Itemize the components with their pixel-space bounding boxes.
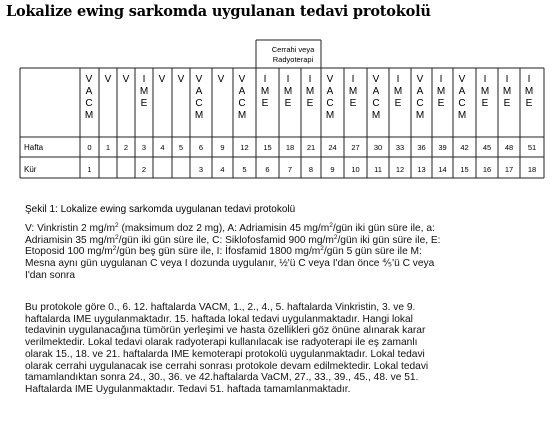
course-cell: 12	[395, 165, 405, 174]
drug-code-letter: E	[140, 98, 148, 109]
drug-code-letter: V	[217, 74, 225, 85]
drug-code-letter: V	[85, 74, 93, 85]
drug-code-letter: E	[284, 98, 292, 109]
drug-code-letter: E	[525, 98, 533, 109]
drug-code-letter: M	[457, 110, 467, 121]
drug-code-letter: A	[372, 86, 380, 97]
drug-code-letter: E	[503, 98, 511, 109]
body-line: Bu protokole göre 0., 6. 12. haftalarda VACM, 1., 2., 4., 5. haftalarda Vinkristin, 3. ve 9.	[25, 302, 416, 313]
page-title: Lokalize ewing sarkomda uygulanan tedavi protokolü	[6, 3, 431, 20]
course-cell: 10	[351, 165, 360, 174]
drug-code-letter: E	[261, 98, 269, 109]
drug-code-letter: C	[372, 98, 380, 109]
legend-line	[25, 223, 530, 235]
drug-code-letter: C	[326, 98, 334, 109]
drug-code-letter: A	[195, 86, 203, 97]
drug-code-letter: C	[238, 98, 246, 109]
drug-code-letter: I	[308, 74, 312, 85]
week-cell: 24	[328, 143, 337, 152]
course-cell: 4	[220, 165, 225, 174]
superscript: 2	[329, 222, 333, 229]
superscript: 2	[115, 233, 119, 241]
drug-code-letter: I	[396, 74, 400, 85]
drug-code-letter: M	[436, 86, 446, 97]
superscript: 2	[320, 245, 324, 253]
drug-code-letter: C	[458, 98, 466, 109]
body-line: olarak cerrahi uygulanacak ise cerrahi sonrası protokole devam edilmektedir. Lokal tedavi	[25, 360, 429, 372]
drug-code-letter: V	[372, 74, 380, 85]
course-cell: 7	[287, 165, 293, 174]
drug-code-letter: M	[260, 86, 270, 97]
radiotherapy-header-line: Radyoterapi	[272, 55, 314, 64]
body-text	[25, 302, 530, 396]
week-cell: 2	[123, 143, 129, 152]
week-cell: 1	[105, 143, 111, 152]
body-line: olarak 15., 18. ve 21. haftalarda IME kemoterapi protokolü uygulanmaktadır. Lokal tedavi	[25, 348, 425, 360]
drug-code-letter: M	[305, 86, 315, 97]
drug-code-letter: I	[263, 74, 267, 85]
drug-code-letter: I	[483, 74, 487, 85]
week-cell: 21	[306, 143, 316, 152]
legend-text-run: /gün beş gün süre ile, I: İfosfamid 1800 mg/m	[116, 246, 321, 258]
legend-line	[25, 258, 530, 270]
course-cell: 18	[527, 165, 537, 174]
week-cell: 9	[220, 143, 225, 152]
drug-code-letter: M	[283, 86, 293, 97]
drug-code-letter: E	[306, 98, 314, 109]
legend-text-run: /gün iki gün süre ile, E:	[337, 234, 441, 246]
legend-text-run: /gün 5 gün süre ile M:	[323, 246, 422, 258]
week-cell: 12	[240, 143, 249, 152]
drug-code-letter: I	[142, 74, 146, 85]
week-cell: 45	[482, 143, 492, 152]
drug-code-letter: E	[437, 98, 445, 109]
drug-code-letter: M	[502, 86, 512, 97]
superscript: 2	[115, 222, 119, 229]
course-cell: 11	[374, 165, 382, 174]
drug-code-letter: I	[286, 74, 290, 85]
course-cell: 5	[242, 165, 247, 174]
week-cell: 15	[263, 143, 272, 152]
legend-text-run: Mesna aynı gün uygulanan C veya I dozunda uygulanır, ½'ü C veya I'dan önce ⅘'ü C veya	[25, 258, 435, 270]
legend-line	[25, 246, 530, 258]
legend-text-run: (maksimum doz 2 mg), A: Adriamisin 45 mg/m	[118, 223, 330, 234]
drug-code-letter: A	[85, 86, 93, 97]
drug-code-letter: I	[505, 74, 509, 85]
drug-code-letter: V	[195, 74, 203, 85]
week-cell: 3	[141, 143, 147, 152]
course-cell: 8	[308, 165, 314, 174]
body-line: haftalarda IME uygulanmaktadır. 15. haftada lokal tedavi uygulanmaktadır. Hangi lokal	[25, 313, 413, 325]
drug-code-letter: V	[177, 74, 185, 85]
week-cell: 5	[178, 143, 184, 152]
drug-code-letter: I	[439, 74, 443, 85]
row-label-course: Kür	[24, 165, 37, 174]
body-line: Haftalarda IME Uygulanmaktadır. Tedavi 51. haftada tamamlanmaktadır.	[25, 383, 351, 395]
drug-code-letter: M	[237, 110, 247, 121]
legend-text-run: /gün iki gün süre ile, C: Siklofosfamid 900 mg/m	[118, 234, 334, 246]
figure-caption: Şekil 1: Lokalize ewing sarkomda uygulanan tedavi protokolü	[25, 204, 296, 215]
row-label-week: Hafta	[24, 143, 44, 152]
legend-text-run: I'dan sonra	[25, 269, 76, 281]
course-cell: 1	[87, 165, 92, 174]
drug-code-letter: M	[139, 86, 149, 97]
drug-code-letter: E	[481, 98, 489, 109]
week-cell: 33	[395, 143, 405, 152]
week-cell: 0	[87, 143, 92, 152]
course-cell: 6	[265, 165, 270, 174]
body-line: tamamlandıktan sonra 24., 30., 36. ve 42.haftalarda VaCM, 27., 33., 39., 45., 48. ve 51.	[25, 372, 419, 384]
drug-code-letter: V	[122, 74, 130, 85]
drug-code-letter: E	[349, 98, 357, 109]
drug-code-letter: V	[458, 74, 466, 85]
body-line: tedavinin uygulanacağına tümörün yerleşimi ve hasta özellikleri göz önüne alınarak karar	[25, 325, 426, 337]
drug-code-letter: M	[371, 110, 381, 121]
drug-code-letter: M	[524, 86, 534, 97]
drug-code-letter: M	[348, 86, 358, 97]
week-cell: 42	[460, 143, 469, 152]
drug-code-letter: A	[416, 86, 424, 97]
drug-code-letter: I	[527, 74, 531, 85]
week-cell: 48	[504, 143, 514, 152]
week-cell: 6	[198, 143, 204, 152]
drug-code-letter: I	[351, 74, 355, 85]
drug-code-letter: V	[416, 74, 424, 85]
drug-code-letter: V	[238, 74, 246, 85]
drug-code-letter: C	[85, 98, 93, 109]
week-cell: 30	[373, 143, 383, 152]
superscript: 2	[112, 245, 117, 253]
legend-text-run: Adriamisin 35 mg/m	[25, 234, 116, 246]
course-cell: 14	[438, 165, 447, 174]
week-cell: 39	[438, 143, 447, 152]
week-cell: 51	[527, 143, 537, 152]
course-cell: 13	[417, 165, 426, 174]
legend-text	[25, 223, 530, 282]
legend-line	[25, 235, 530, 247]
body-line: verilmektedir. Lokal tedavi olarak radyoterapi kullanılacak ise radyoterapi ile eş zamanlı	[25, 337, 418, 349]
radiotherapy-header	[260, 45, 326, 65]
radiotherapy-header-line: Cerrahi veya	[271, 45, 315, 54]
legend-text-run: Etoposid 100 mg/m	[25, 246, 113, 258]
course-cell: 9	[330, 165, 335, 174]
week-cell: 36	[417, 143, 426, 152]
legend-line	[25, 270, 530, 282]
legend-text-run: /gün iki gün süre ile, a:	[332, 223, 435, 234]
drug-code-letter: V	[158, 74, 166, 85]
course-cell: 2	[141, 165, 147, 174]
drug-code-letter: M	[84, 110, 94, 121]
superscript: 2	[333, 233, 338, 241]
drug-code-letter: M	[393, 86, 403, 97]
week-cell: 4	[160, 143, 165, 152]
legend-text-run: V: Vinkristin 2 mg/m	[25, 223, 116, 234]
course-cell: 3	[198, 165, 204, 174]
drug-code-letter: M	[194, 110, 204, 121]
drug-code-letter: A	[458, 86, 466, 97]
drug-code-letter: V	[326, 74, 334, 85]
drug-code-letter: V	[104, 74, 112, 85]
drug-code-letter: C	[195, 98, 203, 109]
drug-code-letter: C	[416, 98, 424, 109]
drug-code-letter: M	[415, 110, 425, 121]
week-cell: 27	[351, 143, 360, 152]
week-cell: 18	[285, 143, 295, 152]
course-cell: 17	[504, 165, 514, 174]
drug-code-letter: M	[325, 110, 335, 121]
drug-code-letter: A	[238, 86, 246, 97]
drug-code-letter: E	[394, 98, 402, 109]
course-cell: 15	[460, 165, 469, 174]
drug-code-letter: M	[480, 86, 490, 97]
course-cell: 16	[482, 165, 492, 174]
drug-code-letter: A	[326, 86, 334, 97]
